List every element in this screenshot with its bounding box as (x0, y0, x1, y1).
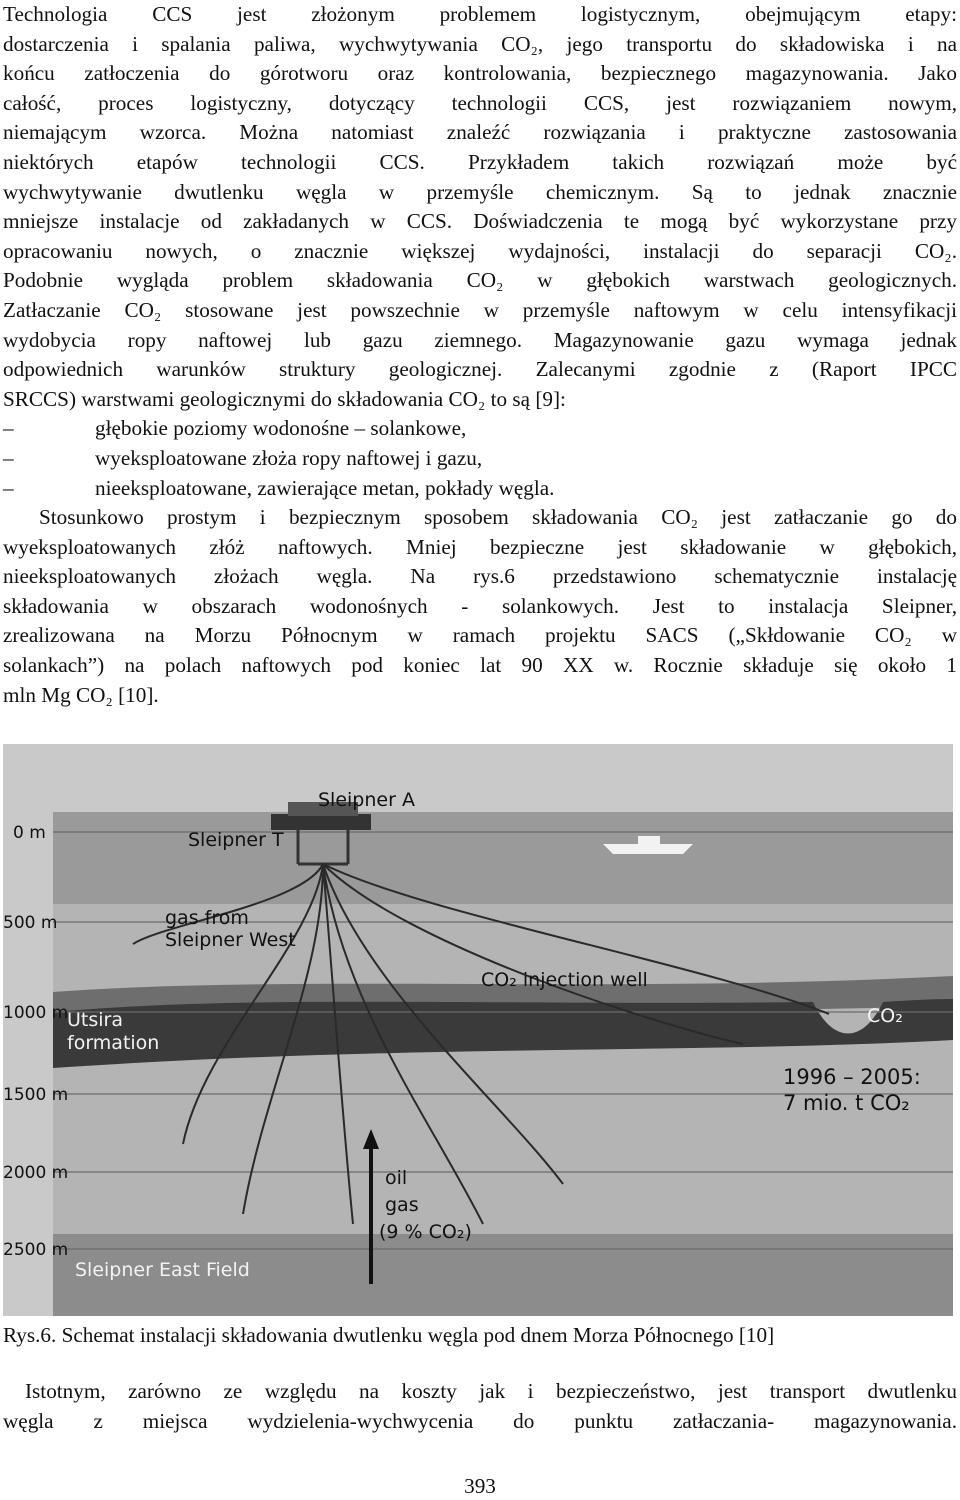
platform-t-label: Sleipner T (188, 829, 284, 851)
text-line: dostarczenia i spalania paliwa, wychwytywania CO₂, jego transportu do składowiska i na (3, 31, 957, 56)
list-item-text: nieeksploatowane, zawierające metan, pokłady węgla. (95, 475, 555, 500)
utsira-label: formation (67, 1032, 160, 1054)
list-item (3, 414, 957, 444)
text-line: wyeksploatowanych złóż naftowych. Mniej bezpieczne jest składowanie w głębokich, (3, 534, 957, 559)
gas-from-label: gas from (165, 907, 249, 929)
text-line: składowania w obszarach wodonośnych - solankowych. Jest to instalacja Sleipner, (3, 593, 957, 618)
period-label: 1996 – 2005: (783, 1065, 921, 1089)
page-number: 393 (464, 1474, 496, 1498)
list-item-text: wyeksploatowane złoża ropy naftowej i gazu, (95, 445, 483, 470)
text-line: Technologia CCS jest złożonym problemem logistycznym, obejmującym etapy: (3, 2, 957, 26)
depth-label: 1500 m (3, 1085, 69, 1105)
text-line: SRCCS) warstwami geologicznymi do składowania CO₂ to są [9]: (3, 386, 566, 411)
depth-label: 2500 m (3, 1240, 69, 1260)
bullet-dash: – (3, 445, 14, 470)
gas-label: gas (385, 1194, 419, 1216)
text-line: Zatłaczanie CO₂ stosowane jest powszechnie w przemyśle naftowym w celu intensyfikacji (3, 297, 957, 322)
depth-label: 2000 m (3, 1163, 69, 1183)
text-line: niektórych etapów technologii CCS. Przykładem takich rozwiązań może być (3, 149, 957, 174)
text-line: mln Mg CO₂ [10]. (3, 682, 159, 707)
gas-from-label: Sleipner West (165, 929, 296, 951)
bullet-dash: – (3, 475, 14, 500)
paragraph-1 (3, 0, 957, 710)
oil-label: oil (385, 1167, 408, 1189)
text-line: opracowaniu nowych, o znacznie większej wydajności, instalacji do separacji CO₂. (3, 238, 957, 263)
text-line: nieeksploatowanych złożach węgla. Na rys.6 przedstawiono schematycznie instalację (3, 564, 957, 589)
text-line: mniejsze instalacje od zakładanych w CCS. Doświadczenia te mogą być wykorzystane przy (3, 209, 957, 234)
text-line: niemającym wzorca. Można natomiast znaleźć rozwiązania i praktyczne zastosowania (3, 120, 957, 145)
list-item (3, 444, 957, 474)
text-line: wychwytywanie dwutlenku węgla w przemyśle chemicznym. Są to jednak znacznie (3, 179, 957, 204)
bullet-dash: – (3, 416, 14, 441)
depth-label: 500 m (3, 913, 58, 933)
platform-a-label: Sleipner A (318, 789, 415, 811)
list-item-text: głębokie poziomy wodonośne – solankowe, (95, 416, 467, 441)
text-line: solankach”) na polach naftowych pod koniec lat 90 XX w. Rocznie składuje się około 1 (3, 653, 957, 678)
field-label: Sleipner East Field (75, 1259, 250, 1281)
text-line: Stosunkowo prostym i bezpiecznym sposobem składowania CO₂ jest zatłaczanie go do (39, 505, 957, 530)
list-item (3, 474, 957, 504)
depth-label: 1000 m (3, 1003, 69, 1023)
amount-label: 7 mio. t CO₂ (783, 1091, 910, 1115)
text-line: odpowiednich warunków struktury geologicznej. Zalecanymi zgodnie z (Raport IPCC (3, 357, 957, 382)
co2-label: CO₂ (867, 1005, 903, 1027)
paragraph-3 (3, 1377, 957, 1436)
text-line: Podobnie wygląda problem składowania CO₂ w głębokich warstwach geologicznych. (3, 268, 957, 293)
figure-caption: Rys.6. Schemat instalacji składowania dwutlenku węgla pod dnem Morza Północnego [10] (3, 1323, 775, 1347)
text-line: wydobycia ropy naftowej lub gazu ziemnego. Magazynowanie gazu wymaga jednak (3, 327, 957, 352)
text-line: końcu zatłoczenia do górotworu oraz kontrolowania, bezpiecznego magazynowania. Jako (3, 61, 957, 86)
depth-label: 0 m (13, 823, 46, 843)
sleipner-figure (3, 744, 953, 1316)
text-line: zrealizowana na Morzu Północnym w ramach projektu SACS („Skłdowanie CO₂ w (3, 623, 957, 648)
text-line: Istotnym, zarówno ze względu na koszty jak i bezpieczeństwo, jest transport dwutlenku (25, 1379, 957, 1403)
text-line: węgla z miejsca wydzielenia-wychwycenia do punktu zatłaczania- magazynowania. (3, 1408, 957, 1433)
utsira-label: Utsira (67, 1009, 123, 1031)
text-line: całość, proces logistyczny, dotyczący technologii CCS, jest rozwiązaniem nowym, (3, 90, 957, 115)
gas-percent-label: (9 % CO₂) (379, 1221, 472, 1243)
injection-well-label: CO₂ injection well (481, 969, 648, 991)
